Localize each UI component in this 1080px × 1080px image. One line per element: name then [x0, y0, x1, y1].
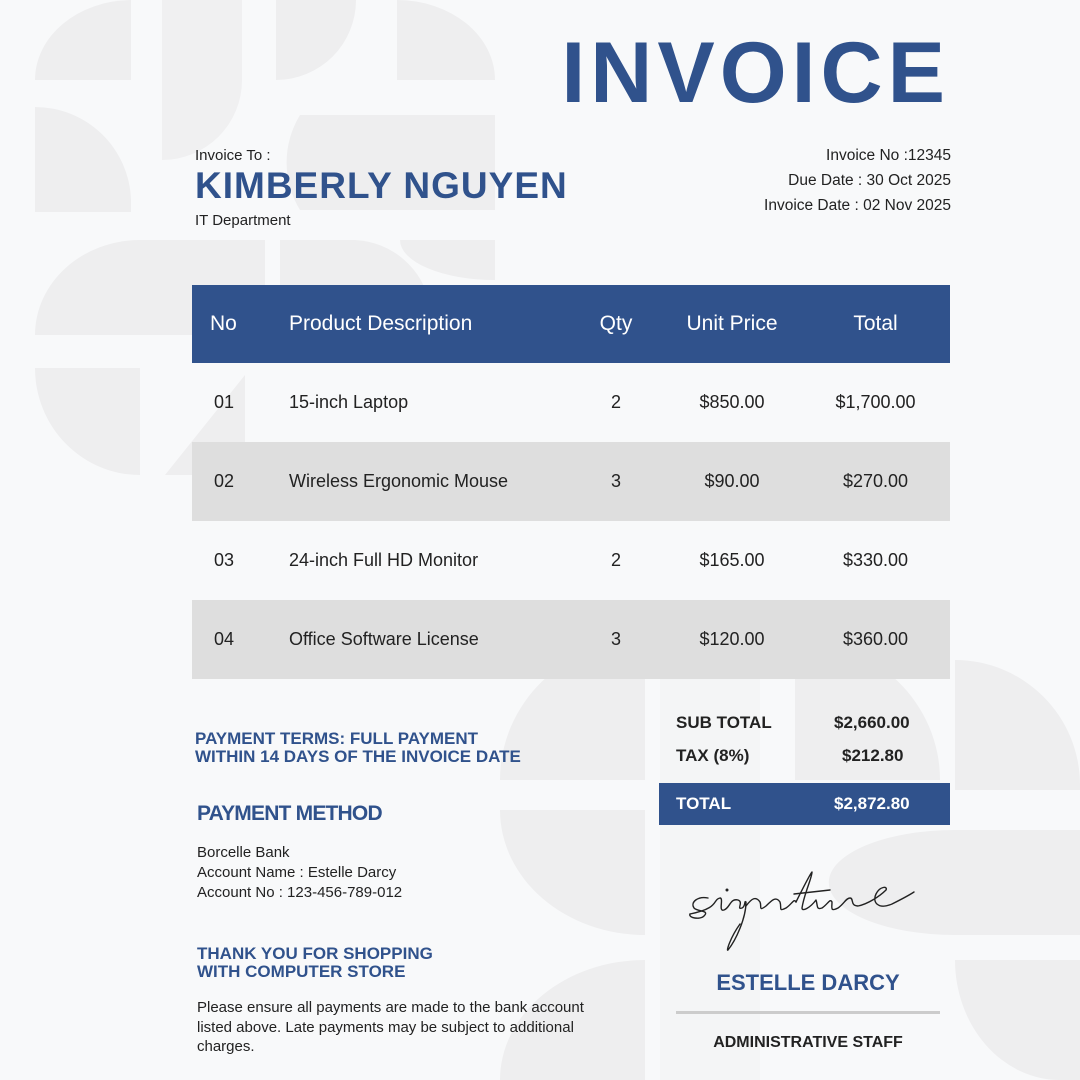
- table-row: [192, 521, 950, 600]
- cell-description: 24-inch Full HD Monitor: [289, 550, 479, 570]
- cell-total: $330.00: [842, 550, 909, 570]
- thank-you-heading: [197, 945, 433, 981]
- column-header-qty: Qty: [599, 312, 633, 335]
- subtotal-label: SUB TOTAL: [676, 712, 772, 732]
- customer-department: IT Department: [195, 211, 291, 229]
- column-header-total: Total: [853, 312, 898, 335]
- cell-no: 04: [214, 629, 235, 649]
- signatory-role: ADMINISTRATIVE STAFF: [713, 1034, 903, 1051]
- account-number: Account No : 123-456-789-012: [197, 884, 403, 901]
- tax-value: $212.80: [842, 745, 904, 765]
- cell-unit-price: $850.00: [699, 392, 765, 412]
- cell-no: 03: [214, 550, 235, 570]
- column-header-unit-price: Unit Price: [686, 312, 778, 335]
- column-header-no: No: [210, 312, 237, 335]
- invoice-number: Invoice No :12345: [826, 147, 951, 164]
- tax-row: [659, 739, 950, 772]
- bank-name: Borcelle Bank: [197, 844, 290, 861]
- payment-method-details: [197, 843, 402, 903]
- bill-to-section: [195, 147, 568, 229]
- cell-qty: 3: [610, 629, 621, 649]
- due-date: Due Date : 30 Oct 2025: [788, 172, 951, 189]
- cell-description: Office Software License: [289, 629, 479, 649]
- grand-total-row: [659, 783, 950, 825]
- table-row: [192, 600, 950, 679]
- total-value: $2,872.80: [834, 794, 910, 813]
- subtotal-row: [659, 706, 950, 739]
- cell-description: Wireless Ergonomic Mouse: [289, 471, 509, 491]
- customer-name: KIMBERLY NGUYEN: [195, 165, 568, 206]
- total-label: TOTAL: [676, 794, 732, 813]
- invoice-date: Invoice Date : 02 Nov 2025: [764, 197, 951, 214]
- cell-total: $270.00: [842, 471, 909, 491]
- payment-terms-line: PAYMENT TERMS: FULL PAYMENT: [195, 729, 479, 748]
- subtotal-value: $2,660.00: [834, 712, 910, 732]
- totals-summary: [659, 706, 950, 825]
- thank-you-line: THANK YOU FOR SHOPPING: [197, 944, 433, 963]
- cell-no: 01: [214, 392, 235, 412]
- signatory-name: ESTELLE DARCY: [716, 970, 900, 995]
- cell-unit-price: $90.00: [704, 471, 760, 491]
- column-header-description: Product Description: [289, 312, 473, 335]
- cell-no: 02: [214, 471, 235, 491]
- cell-total: $360.00: [842, 629, 909, 649]
- account-name: Account Name : Estelle Darcy: [197, 864, 397, 881]
- payment-note: Please ensure all payments are made to the bank account listed above. Late payments may be subject to additional charges.: [197, 999, 584, 1055]
- table-row: [192, 363, 950, 442]
- cell-description: 15-inch Laptop: [289, 392, 409, 412]
- invoice-title: INVOICE: [561, 25, 950, 121]
- thank-you-line: WITH COMPUTER STORE: [197, 962, 406, 981]
- payment-terms-line: WITHIN 14 DAYS OF THE INVOICE DATE: [195, 747, 521, 766]
- cell-unit-price: $165.00: [699, 550, 765, 570]
- bill-to-label: Invoice To :: [195, 147, 271, 164]
- table-header: [192, 285, 950, 363]
- table-row: [192, 442, 950, 521]
- signature-image: [680, 868, 930, 958]
- signature-divider: [676, 1011, 940, 1014]
- line-items-table: [192, 285, 950, 679]
- payment-terms: [195, 730, 521, 766]
- cell-qty: 2: [610, 392, 621, 412]
- cell-qty: 2: [610, 550, 621, 570]
- cell-qty: 3: [610, 471, 621, 491]
- cell-unit-price: $120.00: [699, 629, 765, 649]
- tax-label: TAX (8%): [676, 745, 750, 765]
- payment-method-title: PAYMENT METHOD: [197, 802, 382, 825]
- cell-total: $1,700.00: [835, 392, 916, 412]
- invoice-meta: [764, 143, 951, 218]
